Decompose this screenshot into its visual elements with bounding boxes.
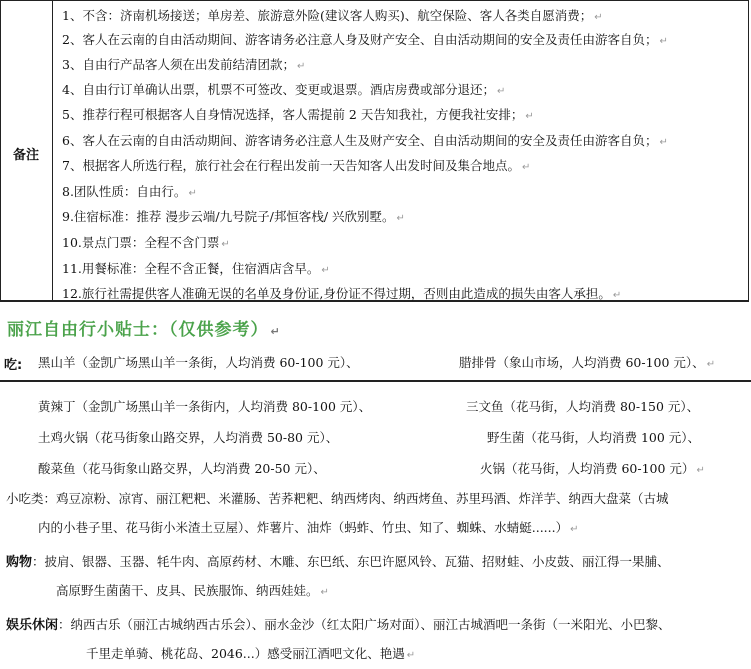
entertainment-label: 娱乐休闲 — [6, 618, 59, 633]
shopping-label: 购物 — [6, 555, 33, 570]
note-item: 12.旅行社需提供客人准确无误的名单及身份证,身份证不得过期，否则由此造成的损失由客人承担。 ↵ — [62, 286, 622, 301]
note-item: 7、根据客人所选行程，旅行社会在行程出发前一天告知客人出发时间及集合地点。 ↵ — [62, 158, 531, 173]
food-item: 黄辣丁（金凯广场黑山羊一条街内，人均消费 80-100 元）、 — [38, 399, 372, 414]
section-divider — [0, 380, 751, 382]
note-item: 3、自由行产品客人须在出发前结清团款； ↵ — [62, 57, 306, 72]
food-item: 火锅（花马街，人均消费 60-100 元） ↵ — [480, 461, 705, 476]
note-item: 11.用餐标准：全程不含正餐，住宿酒店含早。 ↵ — [62, 261, 330, 276]
note-item: 6、客人在云南的自由活动期间、游客请务必注意人生及财产安全、自由活动期间的安全及责任由游客自负； ↵ — [62, 133, 668, 148]
eat-item: 黑山羊（金凯广场黑山羊一条街，人均消费 60-100 元）、 — [38, 355, 359, 370]
food-item: 土鸡火锅（花马街象山路交界，人均消费 50-80 元）、 — [38, 430, 339, 445]
note-item: 10.景点门票：全程不含门票 ↵ — [62, 235, 230, 250]
note-item: 4、自由行订单确认出票，机票不可签改、变更或退票。酒店房费或部分退还； ↵ — [62, 82, 506, 97]
notes-table — [0, 0, 749, 302]
snacks-label: 小吃类： — [6, 491, 57, 506]
note-item: 2、客人在云南的自由活动期间、游客请务必注意人身及财产安全、自由活动期间的安全及责任由游客自负； ↵ — [62, 32, 668, 47]
note-item: 9.住宿标准：推荐 漫步云端/九号院子/邦恒客栈/ 兴欣别墅。 ↵ — [62, 209, 405, 224]
shopping-line — [6, 553, 670, 572]
note-item: 1、不含：济南机场接送；单房差、旅游意外险(建议客人购买)、航空保险、客人各类自愿消费； ↵ — [62, 8, 603, 23]
tips-title: 丽江自由行小贴士：（仅供参考） ↵ — [7, 320, 281, 340]
snacks-line — [6, 490, 669, 508]
entertainment-line-2: 千里走单骑、桃花岛、2046...）感受丽江酒吧文化、艳遇 ↵ — [86, 646, 416, 661]
eat-item: 腊排骨（象山市场，人均消费 60-100 元）、 ↵ — [459, 355, 716, 370]
eat-label: 吃: — [4, 358, 23, 373]
note-item: 8.团队性质：自由行。 ↵ — [62, 184, 197, 199]
eat-line — [0, 354, 751, 374]
snacks-text: 鸡豆凉粉、凉宵、丽江粑粑、米灌肠、苦荞粑粑、纳西烤肉、纳西烤鱼、苏里玛酒、炸洋芋、纳西大盘菜（古城 — [56, 491, 669, 506]
food-item: 三文鱼（花马街，人均消费 80-150 元）、 — [466, 399, 700, 414]
shopping-text: ：披肩、银器、玉器、牦牛肉、高原药材、木雕、东巴纸、东巴许愿风铃、瓦猫、招财蛙、小皮鼓、丽江得一果脯、 — [32, 554, 670, 569]
entertainment-text: ：纳西古乐（丽江古城纳西古乐会）、丽水金沙（红太阳广场对面）、丽江古城酒吧一条街（一米阳光、小巴黎、 — [58, 617, 671, 632]
food-item: 酸菜鱼（花马街象山路交界，人均消费 20-50 元）、 — [38, 461, 326, 476]
notes-label-cell — [1, 1, 53, 300]
snacks-line-2: 内的小巷子里、花马街小米渣土豆屋）、炸薯片、油炸（蚂蚱、竹虫、知了、蜘蛛、水蜻蜓......） ↵ — [38, 520, 579, 535]
food-item: 野生菌（花马街，人均消费 100 元）、 — [487, 430, 701, 445]
notes-label: 备注 — [13, 148, 40, 163]
entertainment-line — [6, 616, 671, 635]
shopping-line-2: 高原野生菌菌干、皮具、民族服饰、纳西娃娃。 ↵ — [56, 583, 329, 598]
note-item: 5、推荐行程可根据客人自身情况选择，客人需提前 2 天告知我社，方便我社安排； ↵ — [62, 107, 534, 122]
